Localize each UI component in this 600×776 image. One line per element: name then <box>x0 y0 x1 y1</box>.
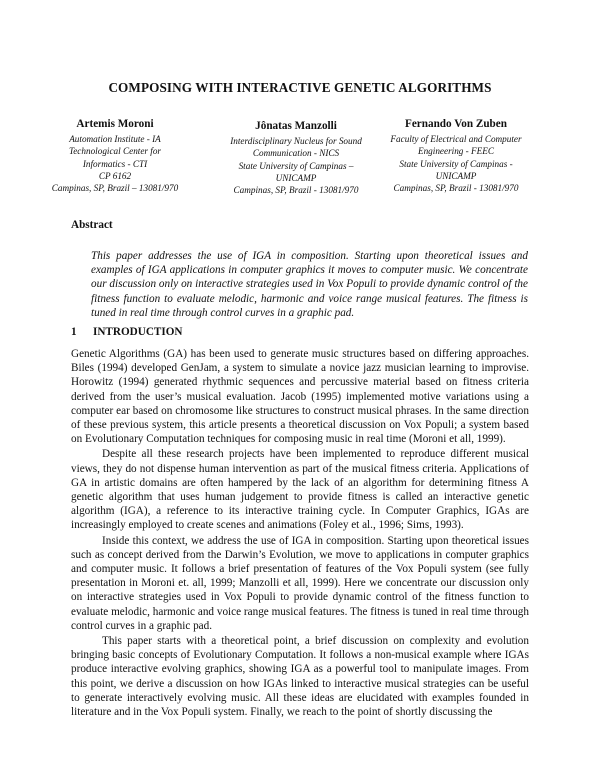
author-affiliation-line: State University of Campinas – <box>238 160 354 171</box>
body-paragraph: This paper starts with a theoretical point, a brief discussion on complexity and evolution bringing basic concepts of Evolutionary Computation. It follows a non-musical example where IGAs produce interactive evolving graphics, showing IGA as a powerful tool to manipulate images. From this point, we derive a discussion on how IGAs linked to interactive musical strategies can be useful to generate interactively evolving music. All these ideas are elucidated with examples founded in literature and in the Vox Populi system. Finally, we reach to the point of shortly discussing the <box>71 635 529 719</box>
author-block-2 <box>212 120 380 196</box>
author-block-1 <box>40 118 190 194</box>
section-number: 1 <box>71 326 77 338</box>
author-affiliation-line: CP 6162 <box>98 170 132 181</box>
body-paragraph: Inside this context, we address the use of IGA in composition. Starting upon theoretical issues such as concept derived from the Darwin’s Evolution, we move to applications in computer graphics and computer music. It follows a brief presentation of features of the Vox Populi system (see fully presentation in Moroni et. all, 1999; Manzolli et all, 1999). Here we concentrate our discussion only on interactive strategies used in Vox Populi to provide dynamic control of the fitness function to evaluate melodic, harmonic and voice range musical features. The fitness is tuned in real time through control curves in a graphic pad. <box>71 534 529 632</box>
author-affiliation-line: Automation Institute - IA <box>69 134 161 145</box>
author-name: Jônatas Manzolli <box>255 120 337 132</box>
author-affiliation-line: Campinas, SP, Brazil - 13081/970 <box>393 183 519 194</box>
author-affiliation-line: Campinas, SP, Brazil - 13081/970 <box>233 185 359 196</box>
paper-title: COMPOSING WITH INTERACTIVE GENETIC ALGORITHMS <box>108 80 492 95</box>
body-paragraph: Genetic Algorithms (GA) has been used to generate music structures based on differing approaches. Biles (1994) developed GenJam, a system to simulate a novice jazz musician learning to improvise. Horowitz (1994) generated rhythmic sequences and percussive material based on fitness criteria derived from the user’s musical evaluation. Jacob (1995) implemented motive variations using a computer ear based on chromosome like structures to construct musical phrases. In the same direction of these previous system, this article presents a theoretical discussion on Vox Populi; a system based on Evolutionary Computation techniques for composing music in real time (Moroni et all, 1999). <box>71 348 529 446</box>
section-body <box>71 347 529 719</box>
author-affiliation-line: Engineering - FEEC <box>417 146 495 157</box>
author-affiliation-line: Technological Center for <box>68 146 162 157</box>
author-affiliation-line: UNICAMP <box>275 172 317 183</box>
author-name: Artemis Moroni <box>76 118 154 130</box>
section-heading <box>71 326 183 338</box>
body-paragraph: Despite all these research projects have been implemented to reproduce different musical views, they do not dispense human intervention as part of the musical fitness criteria. Applications of GA in artistic domains are often hampered by the lack of an algorithm for determining fitness A genetic algorithm that uses human judgement to provide fitness is called an interactive genetic algorithm (IGA), a reference to its interactive training cycle. In Computer Graphics, IGAs are increasingly employed to create scenes and animations (Foley et al., 1996; Sims, 1993). <box>71 448 529 532</box>
author-affiliation-line: Informatics - CTI <box>82 158 148 169</box>
abstract-text: This paper addresses the use of IGA in composition. Starting upon theoretical issues and examples of IGA applications in computer graphics it moves to computer music. We concentrate our discussion only on interactive strategies used in Vox Populi to provide dynamic control of the fitness function to evaluate melodic, harmonic and voice range musical features. The fitness is tuned in real time through control curves in a graphic pad. <box>91 250 528 319</box>
author-affiliation-line: Faculty of Electrical and Computer <box>390 134 522 145</box>
author-affiliation-line: State University of Campinas - <box>399 158 513 169</box>
section-title: INTRODUCTION <box>93 326 183 338</box>
author-name: Fernando Von Zuben <box>405 118 507 130</box>
author-affiliation-line: Interdisciplinary Nucleus for Sound <box>230 136 362 147</box>
author-affiliation-line: UNICAMP <box>435 170 477 181</box>
author-block-3 <box>366 118 546 194</box>
author-affiliation-line: Campinas, SP, Brazil – 13081/970 <box>51 183 179 194</box>
abstract-heading: Abstract <box>71 219 113 231</box>
author-affiliation-line: Communication - NICS <box>252 148 340 159</box>
